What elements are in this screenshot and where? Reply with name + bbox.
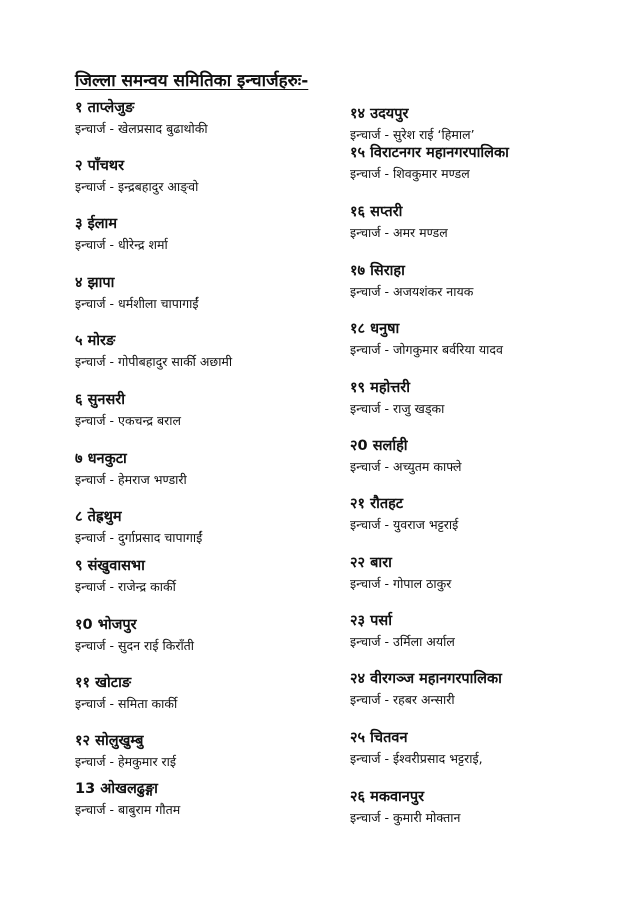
- entry-title: [75, 731, 176, 751]
- entry-title: [75, 214, 168, 234]
- incharge-name: एकचन्द्र बराल: [118, 413, 181, 428]
- entry-khotang: [75, 673, 177, 713]
- entry-number: १९: [350, 380, 366, 396]
- district-name: उदयपुर: [370, 106, 409, 122]
- incharge-name: ईश्वरीप्रसाद भट्टराई,: [393, 751, 483, 766]
- entry-number: 13: [75, 781, 96, 797]
- entry-sunsari: [75, 390, 181, 430]
- incharge-line: [75, 236, 168, 254]
- incharge-line: [75, 753, 176, 771]
- entry-number: २१: [350, 496, 366, 512]
- incharge-line: [75, 637, 194, 655]
- entry-siraha: [350, 261, 473, 301]
- entry-title: [350, 669, 502, 689]
- incharge-label: इन्चार्ज -: [350, 576, 390, 591]
- district-name: ताप्लेजुङ: [87, 100, 135, 116]
- incharge-name: इन्द्रबहादुर आङ्वो: [118, 179, 199, 194]
- entry-title: [350, 436, 462, 456]
- entry-number: १४: [350, 106, 366, 122]
- incharge-line: [75, 529, 202, 547]
- incharge-label: इन्चार्ज -: [350, 225, 390, 240]
- incharge-label: इन्चार्ज -: [75, 296, 115, 311]
- district-name: तेह्रथुम: [87, 509, 122, 525]
- entry-okhaldhunga: [75, 779, 180, 819]
- incharge-name: शिवकुमार मण्डल: [393, 166, 470, 181]
- incharge-line: [75, 120, 208, 138]
- incharge-label: इन्चार्ज -: [350, 634, 390, 649]
- entry-number: ९: [75, 558, 83, 574]
- incharge-name: बाबुराम गौतम: [118, 802, 181, 817]
- incharge-label: इन्चार्ज -: [350, 127, 390, 142]
- entry-taplejung: [75, 98, 208, 138]
- entry-title: [75, 98, 208, 118]
- entry-title: [75, 273, 199, 293]
- entry-title: [350, 728, 483, 748]
- entry-number: १0: [75, 617, 93, 633]
- incharge-name: कुमारी मोक्तान: [393, 810, 461, 825]
- incharge-line: [75, 353, 232, 371]
- entry-number: ३: [75, 216, 83, 232]
- entry-number: १२: [75, 733, 91, 749]
- incharge-line: [350, 165, 509, 183]
- incharge-name: धर्मशीला चापागाईं: [118, 296, 199, 311]
- entry-title: [75, 390, 181, 410]
- entry-number: २३: [350, 613, 366, 629]
- district-name: बारा: [370, 555, 392, 571]
- district-name: धनुषा: [370, 321, 400, 337]
- incharge-label: इन्चार्ज -: [75, 802, 115, 817]
- entry-title: [350, 494, 458, 514]
- incharge-line: [350, 750, 483, 768]
- incharge-name: उर्मिला अर्याल: [393, 634, 455, 649]
- incharge-name: गोपाल ठाकुर: [393, 576, 452, 591]
- district-name: रौतहट: [370, 496, 404, 512]
- incharge-line: [75, 471, 187, 489]
- entry-title: [75, 331, 232, 351]
- incharge-name: अजयशंकर नायक: [393, 284, 474, 299]
- entry-title: [350, 261, 473, 281]
- entry-number: २६: [350, 789, 366, 805]
- entry-number: ५: [75, 333, 83, 349]
- incharge-line: [350, 126, 475, 144]
- page-title: जिल्ला समन्वय समितिका इन्चार्जहरुः-: [75, 71, 309, 91]
- entry-saptari: [350, 202, 448, 242]
- district-name: सुनसरी: [87, 392, 125, 408]
- incharge-name: समिता कार्की: [118, 696, 178, 711]
- incharge-label: इन्चार्ज -: [75, 121, 115, 136]
- district-name: सिराहा: [370, 263, 405, 279]
- incharge-name: अच्युतम काफ्ले: [393, 459, 462, 474]
- entry-udayapur: [350, 104, 475, 144]
- incharge-label: इन्चार्ज -: [350, 459, 390, 474]
- entry-mahottari: [350, 378, 444, 418]
- incharge-line: [350, 458, 462, 476]
- incharge-label: इन्चार्ज -: [350, 401, 390, 416]
- incharge-label: इन्चार्ज -: [75, 638, 115, 653]
- district-name: सोलुखुम्बु: [95, 733, 144, 749]
- incharge-label: इन्चार्ज -: [75, 413, 115, 428]
- incharge-label: इन्चार्ज -: [75, 179, 115, 194]
- entry-birgunj: [350, 669, 502, 709]
- incharge-label: इन्चार्ज -: [350, 517, 390, 532]
- entry-biratnagar: [350, 143, 509, 183]
- entry-number: १: [75, 100, 83, 116]
- incharge-label: इन्चार्ज -: [75, 472, 115, 487]
- entry-makwanpur: [350, 787, 460, 827]
- incharge-name: धीरेन्द्र शर्मा: [118, 237, 168, 252]
- incharge-line: [75, 178, 198, 196]
- incharge-name: अमर मण्डल: [393, 225, 448, 240]
- incharge-line: [350, 224, 448, 242]
- incharge-label: इन्चार्ज -: [350, 810, 390, 825]
- entry-title: [350, 611, 455, 631]
- entry-number: ७: [75, 451, 83, 467]
- incharge-label: इन्चार्ज -: [75, 579, 115, 594]
- incharge-name: हेमराज भण्डारी: [118, 472, 187, 487]
- incharge-label: इन्चार्ज -: [75, 354, 115, 369]
- entry-terhathum: [75, 507, 202, 547]
- district-name: सप्तरी: [370, 204, 403, 220]
- entry-number: २५: [350, 730, 366, 746]
- entry-rautahat: [350, 494, 458, 534]
- entry-number: ४: [75, 275, 83, 291]
- entry-number: १७: [350, 263, 366, 279]
- incharge-label: इन्चार्ज -: [350, 342, 390, 357]
- incharge-label: इन्चार्ज -: [350, 692, 390, 707]
- incharge-label: इन्चार्ज -: [75, 237, 115, 252]
- incharge-name: दुर्गाप्रसाद चापागाईं: [118, 530, 203, 545]
- incharge-line: [75, 578, 176, 596]
- district-name: मोरङ: [87, 333, 116, 349]
- district-name: संखुवासभा: [87, 558, 145, 574]
- incharge-line: [75, 801, 180, 819]
- entry-jhapa: [75, 273, 199, 313]
- entry-title: [350, 319, 503, 339]
- incharge-line: [350, 341, 503, 359]
- entry-title: [350, 143, 509, 163]
- district-name: सर्लाही: [372, 438, 408, 454]
- incharge-line: [75, 412, 181, 430]
- entry-panchthar: [75, 156, 198, 196]
- entry-number: १५: [350, 145, 366, 161]
- incharge-label: इन्चार्ज -: [75, 754, 115, 769]
- entry-title: [350, 378, 444, 398]
- entry-title: [75, 673, 177, 693]
- entry-dhankuta: [75, 449, 187, 489]
- district-name: मकवानपुर: [370, 789, 424, 805]
- district-name: धनकुटा: [87, 451, 127, 467]
- entry-title: [350, 104, 475, 124]
- incharge-name: सुरेश राई ‘हिमाल’: [393, 127, 475, 142]
- incharge-line: [75, 695, 177, 713]
- entry-title: [350, 553, 451, 573]
- entry-number: २२: [350, 555, 366, 571]
- incharge-name: राजेन्द्र कार्की: [118, 579, 176, 594]
- entry-number: १६: [350, 204, 366, 220]
- district-name: पाँचथर: [87, 158, 125, 174]
- entry-title: [75, 449, 187, 469]
- entry-number: २: [75, 158, 83, 174]
- entry-title: [75, 156, 198, 176]
- entry-number: ६: [75, 392, 83, 408]
- entry-title: [75, 556, 176, 576]
- incharge-line: [350, 691, 502, 709]
- entry-parsa: [350, 611, 455, 651]
- entry-number: २0: [350, 438, 368, 454]
- incharge-name: हेमकुमार राई: [118, 754, 177, 769]
- entry-number: १८: [350, 321, 366, 337]
- incharge-label: इन्चार्ज -: [350, 166, 390, 181]
- incharge-line: [350, 809, 460, 827]
- incharge-label: इन्चार्ज -: [350, 751, 390, 766]
- entry-title: [350, 202, 448, 222]
- district-name: ईलाम: [87, 216, 117, 232]
- incharge-line: [350, 516, 458, 534]
- incharge-line: [350, 283, 473, 301]
- entry-title: [75, 615, 194, 635]
- entry-solukhumbu: [75, 731, 176, 771]
- incharge-name: जोगकुमार बर्वरिया यादव: [393, 342, 503, 357]
- incharge-line: [350, 633, 455, 651]
- incharge-name: रहबर अन्सारी: [393, 692, 455, 707]
- district-name: वीरगञ्ज महानगरपालिका: [370, 671, 502, 687]
- entry-title: [75, 507, 202, 527]
- entry-number: ११: [75, 675, 91, 691]
- incharge-line: [350, 575, 451, 593]
- entry-title: [75, 779, 180, 799]
- incharge-name: राजु खड्का: [393, 401, 445, 416]
- entry-number: ८: [75, 509, 83, 525]
- incharge-name: सुदन राई किराँती: [118, 638, 195, 653]
- district-name: विराटनगर महानगरपालिका: [370, 145, 509, 161]
- entry-chitwan: [350, 728, 483, 768]
- entry-title: [350, 787, 460, 807]
- district-name: भोजपुर: [97, 617, 137, 633]
- incharge-label: इन्चार्ज -: [75, 696, 115, 711]
- district-name: खोटाङ: [95, 675, 132, 691]
- incharge-name: गोपीबहादुर सार्की अछामी: [118, 354, 233, 369]
- entry-bara: [350, 553, 451, 593]
- incharge-label: इन्चार्ज -: [75, 530, 115, 545]
- entry-sankhuwasabha: [75, 556, 176, 596]
- entry-dhanusha: [350, 319, 503, 359]
- incharge-label: इन्चार्ज -: [350, 284, 390, 299]
- entry-bhojpur: [75, 615, 194, 655]
- incharge-line: [350, 400, 444, 418]
- district-name: पर्सा: [370, 613, 392, 629]
- district-name: चितवन: [370, 730, 408, 746]
- incharge-line: [75, 295, 199, 313]
- entry-number: २४: [350, 671, 366, 687]
- district-name: ओखलढुङ्गा: [100, 781, 158, 797]
- district-name: झापा: [87, 275, 115, 291]
- entry-ilam: [75, 214, 168, 254]
- incharge-name: युवराज भट्टराई: [393, 517, 459, 532]
- incharge-name: खेलप्रसाद बुढाथोकी: [118, 121, 208, 136]
- entry-morang: [75, 331, 232, 371]
- entry-sarlahi: [350, 436, 462, 476]
- district-name: महोत्तरी: [370, 380, 410, 396]
